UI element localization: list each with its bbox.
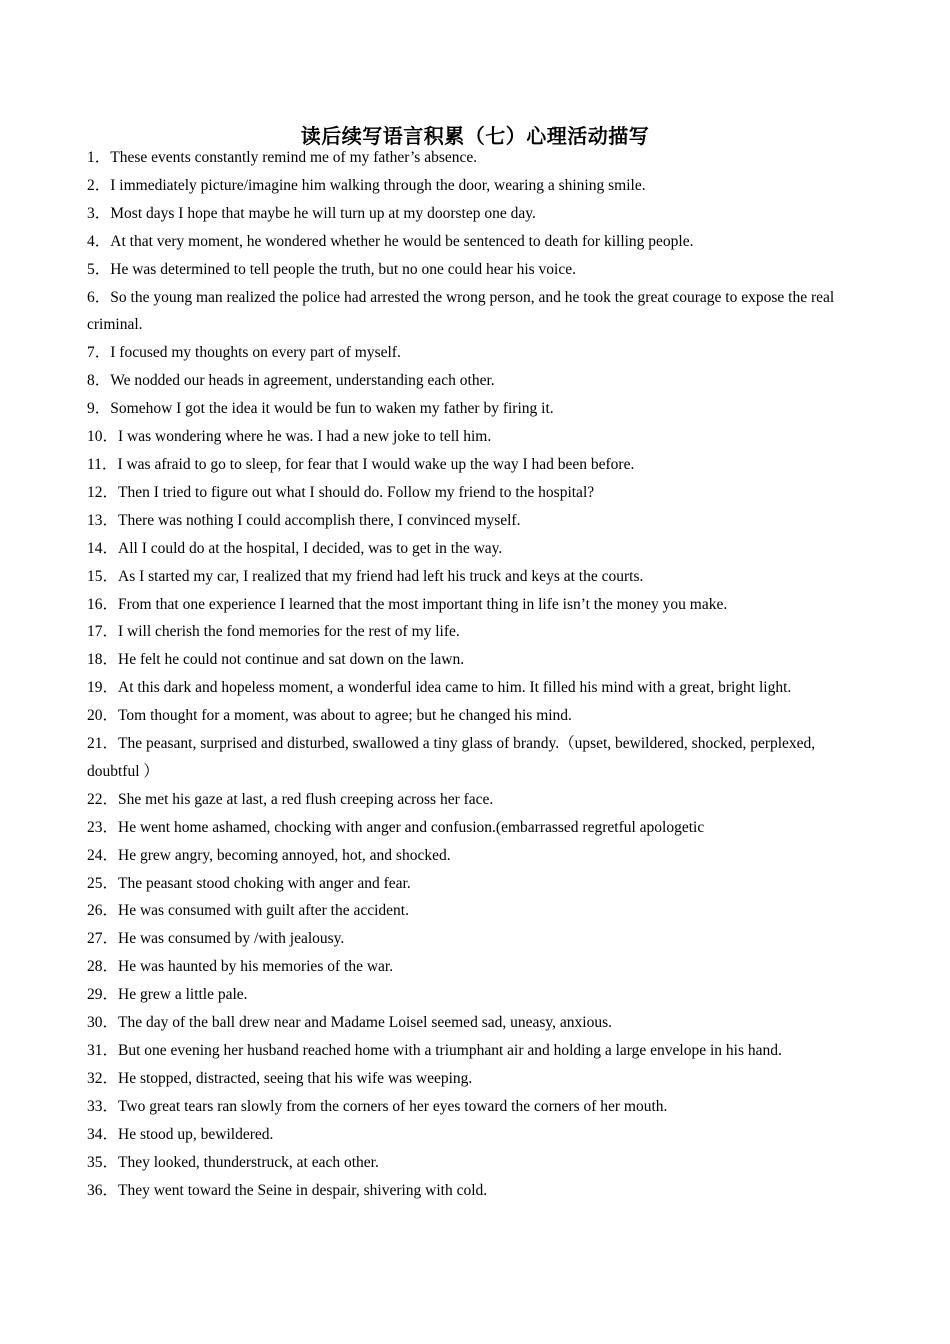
item-number: 29． — [87, 986, 119, 1004]
list-item — [87, 507, 857, 535]
list-item — [87, 730, 857, 786]
item-text: The peasant stood choking with anger and fear. — [118, 874, 411, 892]
item-text: At that very moment, he wondered whether he would be sentenced to death for killing people. — [110, 232, 694, 250]
item-text: The peasant, surprised and disturbed, swallowed a tiny glass of brandy.（upset, bewildered, shocked, perplexed, doubtful ） — [87, 735, 816, 780]
item-number: 4． — [87, 232, 111, 250]
item-number: 1． — [87, 149, 111, 166]
item-number: 30． — [87, 1014, 119, 1032]
item-text: He felt he could not continue and sat down on the lawn. — [118, 651, 465, 669]
list-item — [87, 535, 857, 563]
list-item — [87, 367, 857, 395]
list-item — [87, 925, 857, 953]
item-text: He was determined to tell people the truth, but no one could hear his voice. — [110, 260, 576, 278]
item-number: 15． — [87, 567, 119, 585]
item-number: 32． — [87, 1069, 119, 1087]
item-number: 26． — [87, 902, 119, 920]
item-text: They went toward the Seine in despair, shivering with cold. — [118, 1181, 488, 1199]
item-number: 31． — [87, 1042, 119, 1059]
list-item — [87, 981, 857, 1009]
list-item — [87, 1065, 857, 1093]
item-number: 20． — [87, 707, 119, 725]
item-text: We nodded our heads in agreement, understanding each other. — [110, 372, 495, 390]
item-text: They looked, thunderstruck, at each other. — [118, 1153, 379, 1171]
list-item — [87, 1093, 857, 1121]
item-text: Tom thought for a moment, was about to agree; but he changed his mind. — [118, 707, 572, 725]
item-number: 10． — [87, 428, 119, 446]
item-number: 27． — [87, 930, 119, 948]
item-text: I focused my thoughts on every part of myself. — [110, 344, 401, 362]
list-item — [87, 1149, 857, 1177]
item-number: 6． — [87, 288, 111, 306]
list-item — [87, 451, 857, 479]
item-number: 22． — [87, 790, 119, 808]
list-item — [87, 618, 857, 646]
item-number: 19． — [87, 679, 119, 697]
list-item — [87, 228, 857, 256]
item-number: 16． — [87, 595, 119, 613]
item-text: Two great tears ran slowly from the corners of her eyes toward the corners of her mouth. — [118, 1097, 668, 1115]
item-text: He was consumed by /with jealousy. — [118, 930, 345, 948]
list-item — [87, 563, 857, 591]
item-text: There was nothing I could accomplish there, I convinced myself. — [118, 511, 521, 529]
item-text: Most days I hope that maybe he will turn up at my doorstep one day. — [110, 204, 536, 222]
list-item — [87, 646, 857, 674]
item-text: He was haunted by his memories of the war. — [118, 958, 394, 976]
item-number: 36． — [87, 1181, 119, 1199]
item-number: 28． — [87, 958, 119, 976]
item-number: 12． — [87, 483, 119, 501]
list-item — [87, 897, 857, 925]
item-number: 11． — [87, 455, 118, 473]
item-number: 35． — [87, 1153, 119, 1171]
page-title: 读后续写语言积累（七）心理活动描写 — [300, 124, 650, 148]
list-item — [87, 479, 857, 507]
item-text: He was consumed with guilt after the accident. — [118, 902, 409, 920]
list-item — [87, 200, 857, 228]
list-item — [87, 1121, 857, 1149]
item-text: He grew a little pale. — [118, 986, 248, 1004]
sentence-list — [87, 144, 857, 1204]
item-text: These events constantly remind me of my father’s absence. — [110, 149, 478, 166]
item-number: 33． — [87, 1097, 119, 1115]
list-item — [87, 702, 857, 730]
item-number: 13． — [87, 511, 119, 529]
item-text: He went home ashamed, chocking with anger and confusion.(embarrassed regretful apologetic — [118, 818, 705, 836]
item-text: From that one experience I learned that the most important thing in life isn’t the money you make. — [118, 595, 728, 613]
item-text: At this dark and hopeless moment, a wonderful idea came to him. It filled his mind with a great, bright light. — [118, 679, 792, 697]
list-item — [87, 339, 857, 367]
item-text: I will cherish the fond memories for the rest of my life. — [118, 623, 460, 641]
list-item — [87, 1177, 857, 1205]
item-text: But one evening her husband reached home with a triumphant air and holding a large envelope in his hand. — [118, 1042, 782, 1059]
item-text: I immediately picture/imagine him walking through the door, wearing a shining smile. — [110, 176, 646, 194]
item-text: Somehow I got the idea it would be fun to waken my father by firing it. — [110, 400, 554, 418]
item-number: 25． — [87, 874, 119, 892]
item-text: So the young man realized the police had arrested the wrong person, and he took the great courage to expose the real criminal. — [87, 288, 835, 334]
list-item — [87, 674, 857, 702]
list-item — [87, 172, 857, 200]
list-item — [87, 1037, 857, 1065]
item-text: I was wondering where he was. I had a new joke to tell him. — [118, 428, 492, 446]
item-text: All I could do at the hospital, I decided, was to get in the way. — [118, 539, 503, 557]
item-number: 23． — [87, 818, 119, 836]
item-number: 14． — [87, 539, 119, 557]
item-text: He stood up, bewildered. — [118, 1125, 274, 1143]
item-text: He grew angry, becoming annoyed, hot, and shocked. — [118, 846, 451, 864]
item-number: 17． — [87, 623, 119, 641]
item-text: Then I tried to figure out what I should do. Follow my friend to the hospital? — [118, 483, 595, 501]
item-number: 9． — [87, 400, 111, 418]
list-item — [87, 1009, 857, 1037]
list-item — [87, 842, 857, 870]
list-item — [87, 786, 857, 814]
list-item — [87, 953, 857, 981]
item-number: 7． — [87, 344, 111, 362]
list-item — [87, 395, 857, 423]
item-text: I was afraid to go to sleep, for fear that I would wake up the way I had been before. — [117, 455, 635, 473]
item-number: 34． — [87, 1125, 119, 1143]
item-number: 8． — [87, 372, 111, 390]
item-number: 18． — [87, 651, 119, 669]
list-item — [87, 144, 857, 172]
item-text: She met his gaze at last, a red flush creeping across her face. — [118, 790, 494, 808]
item-number: 2． — [87, 176, 111, 194]
item-text: As I started my car, I realized that my friend had left his truck and keys at the courts. — [118, 567, 644, 585]
item-number: 5． — [87, 260, 111, 278]
item-number: 24． — [87, 846, 119, 864]
list-item — [87, 870, 857, 898]
list-item — [87, 284, 857, 340]
item-text: He stopped, distracted, seeing that his wife was weeping. — [118, 1069, 473, 1087]
list-item — [87, 591, 857, 619]
item-number: 3． — [87, 204, 111, 222]
item-number: 21． — [87, 735, 119, 753]
list-item — [87, 814, 857, 842]
list-item — [87, 256, 857, 284]
item-text: The day of the ball drew near and Madame Loisel seemed sad, uneasy, anxious. — [118, 1014, 612, 1032]
list-item — [87, 423, 857, 451]
